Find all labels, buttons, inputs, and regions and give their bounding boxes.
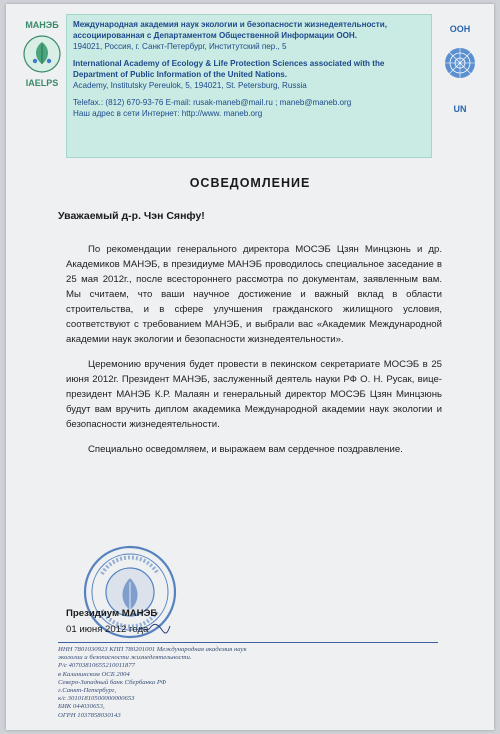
footer-line: ИНН 7801030923 КПП 780201001 Международная академия наук	[58, 646, 247, 653]
paragraph: Церемонию вручения будет провести в пекинском секретариате МОСЭБ в 25 июня 2012г. Президент МАНЭБ, заслуженный деятель науки РФ О. Н. Русак, вице-президент МАНЭБ К.Р. Малаян и генеральный директор МОСЭБ Цзян Минцзюнь будут вам вручить диплом академика Международной академии наук экологии и безопасности жизнедеятельности.	[66, 359, 442, 430]
footer-line: ОГРН 1037858030143	[58, 711, 121, 719]
letterhead-line: ассоциированная с Департаментом Общественной Информации ООН.	[73, 31, 358, 40]
letterhead-line: 194021, Россия, г. Санкт-Петербург, Институтский пер., 5	[73, 42, 287, 51]
letterhead-line: Международная академия наук экологии и безопасности жизнедеятельности,	[73, 20, 387, 29]
footer-line: Северо-Западный банк Сбербанка РФ	[58, 678, 167, 686]
un-abbr-ru: ООН	[449, 24, 471, 34]
un-logo	[438, 24, 482, 114]
bank-details-footer	[58, 642, 438, 720]
letterhead-line: Telefax.: (812) 670-93-76 E-mail: rusak-maneb@mail.ru ; maneb@maneb.org	[73, 98, 352, 107]
letterhead-line: Academy, Institutsky Pereulok, 5, 194021, St. Petersburg, Russia	[73, 81, 307, 90]
signature-date: 01 июня 2012 года	[66, 624, 149, 635]
un-abbr-en: UN	[453, 104, 467, 114]
un-emblem-icon	[443, 46, 477, 80]
letterhead-line: Department of Public Information of the United Nations.	[73, 70, 288, 79]
letterhead-box	[66, 14, 432, 158]
logo-abbr-en: IAELPS	[25, 78, 59, 88]
letterhead-line: International Academy of Ecology & Life Protection Sciences associated with the	[73, 59, 385, 68]
handwritten-signature-icon	[136, 622, 172, 636]
signature-title: Президиум МАНЭБ	[66, 608, 158, 619]
footer-line: экологии и безопасности жизнедеятельности.	[58, 654, 192, 662]
paragraph: Специально осведомляем, и выражаем вам сердечное поздравление.	[88, 444, 403, 455]
footer-line: БИК 044030653,	[58, 703, 105, 711]
footer-line: в Калининском ОСБ 2004	[58, 670, 130, 678]
footer-line: к/с 30101810500000000653	[58, 695, 135, 703]
globe-emblem-icon	[22, 34, 62, 74]
logo-abbr-ru: МАНЭБ	[25, 20, 59, 30]
maneb-logo	[22, 20, 62, 88]
salutation: Уважаемый д-р. Чэн Сянфу!	[58, 210, 205, 222]
letter-body	[66, 242, 442, 467]
footer-line: г.Санкт-Петербург,	[58, 687, 117, 695]
document-page	[6, 4, 494, 730]
letterhead-line: Наш адрес в сети Интернет: http://www. maneb.org	[73, 109, 263, 118]
footer-line: Р/с 40703810655210011877	[58, 662, 135, 670]
document-title: ОСВЕДОМЛЕНИЕ	[189, 176, 311, 190]
paragraph: По рекомендации генерального директора МОСЭБ Цзян Минцзюнь и др. Академиков МАНЭБ, в президиуме МАНЭБ проводилось специальное заседание в 25 мая 2012г., после всестороннего рассмотра по документам, заявленным вам. Мы считаем, что ваши научное достижение и важный вклад в области строительства, и в сфере улучшения гражданского жилищного условия, соответствуют с требованием МАНЭБ, и выбрали вас «Академик Международной академии наук экологии и безопасности жизнедеятельности».	[66, 244, 442, 345]
